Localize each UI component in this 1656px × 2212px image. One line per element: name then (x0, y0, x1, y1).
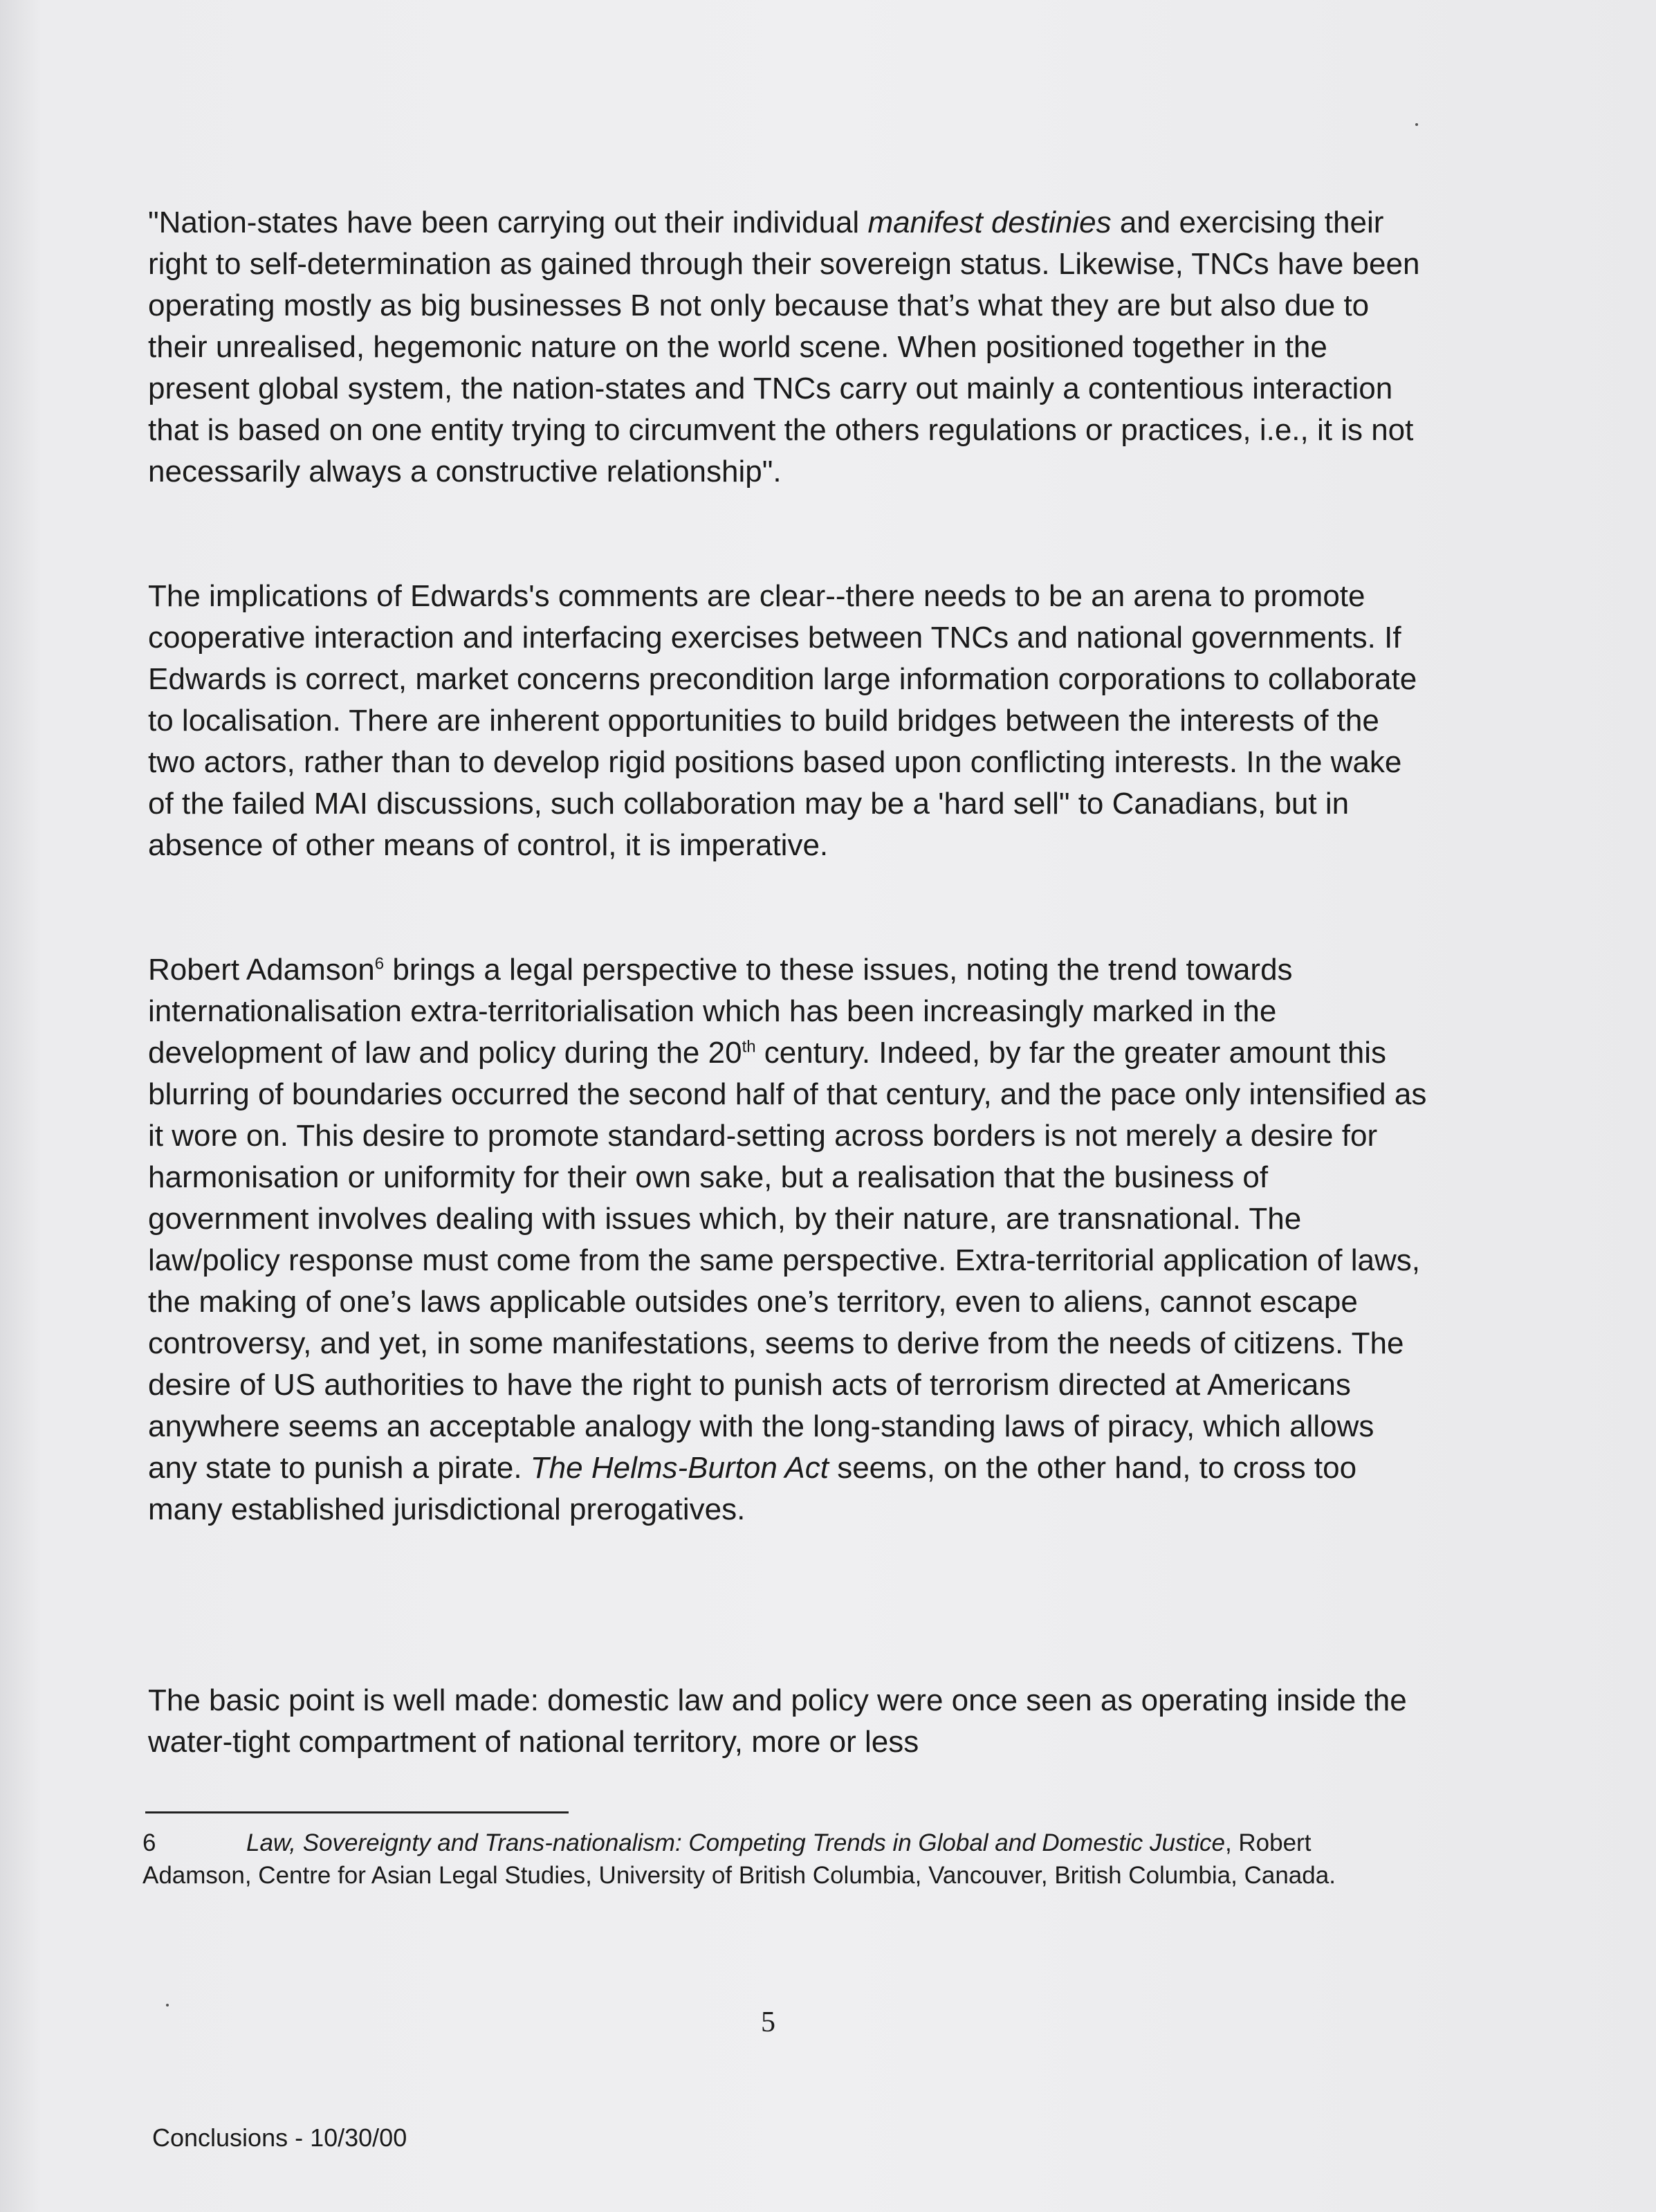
paragraph-adamson (148, 949, 1428, 1530)
paragraph-text: The basic point is well made: domestic law and policy were once seen as operating inside the water-tight compartment of national territory, more or less (148, 1683, 1407, 1759)
paragraph-text: and exercising their right to self-determination as gained through their sovereign status. Likewise, TNCs have been operating mostly as big businesses B not only because that’s what they are but also due to their unrealised, hegemonic nature on the world scene. When positioned together in the present global system, the nation-states and TNCs carry out mainly a contentious interaction that is based on one entity trying to circumvent the others regulations or practices, i.e., it is not necessarily always a constructive relationship". (148, 205, 1420, 488)
paragraph-text: brings a legal perspective to these issues, noting the trend towards internationalisation extra-territorialisation which has been increasingly marked in the development of law and policy during the 20 (148, 953, 1293, 1070)
ordinal-suffix: th (742, 1037, 756, 1057)
scan-speck (1415, 123, 1418, 126)
emphasis-text: The Helms-Burton Act (530, 1451, 829, 1485)
paragraph-text: seems, on the other hand, to cross too many established jurisdictional prerogatives. (148, 1451, 1357, 1526)
paragraph-quote (148, 202, 1428, 493)
paragraph-text: Robert Adamson (148, 953, 375, 987)
footnote-divider (145, 1811, 569, 1813)
page-number: 5 (761, 2007, 775, 2038)
footnote-reference[interactable]: 6 (374, 954, 385, 974)
paragraph-text: The implications of Edwards's comments are clear--there needs to be an arena to promote cooperative interaction and interfacing exercises between TNCs and national governments. If Edwards is correct, market concerns precondition large information corporations to collaborate to localisation. There are inherent opportunities to build bridges between the interests of the two actors, rather than to develop rigid positions based upon conflicting interests. In the wake of the failed MAI discussions, such collaboration may be a 'hard sell" to Canadians, but in absence of other means of control, it is imperative. (148, 579, 1417, 862)
footnote-number: 6 (142, 1829, 156, 1856)
footnote-text: , Robert Adamson, Centre for Asian Legal Studies, University of British Columbia, Vancouver, British Columbia, Canada. (142, 1829, 1336, 1889)
paragraph-text: "Nation-states have been carrying out their individual (148, 205, 868, 239)
emphasis-text: manifest destinies (867, 205, 1112, 239)
footnote-title: Law, Sovereignty and Trans-nationalism: Competing Trends in Global and Domestic Justice (246, 1829, 1225, 1856)
paragraph-basic-point (148, 1680, 1428, 1763)
scan-speck (166, 2004, 169, 2007)
footnote (142, 1827, 1422, 1892)
page-footer: Conclusions - 10/30/00 (152, 2123, 407, 2152)
paragraph-text: century. Indeed, by far the greater amount this blurring of boundaries occurred the second half of that century, and the pace only intensified as it wore on. This desire to promote standard-setting across borders is not merely a desire for harmonisation or uniformity for their own sake, but a realisation that the business of government involves dealing with issues which, by their nature, are transnational. The law/policy response must come from the same perspective. Extra-territorial application of laws, the making of one’s laws applicable outsides one’s territory, even to aliens, cannot escape controversy, and yet, in some manifestations, seems to derive from the needs of citizens. The desire of US authorities to have the right to punish acts of terrorism directed at Americans anywhere seems an acceptable analogy with the long-standing laws of piracy, which allows any state to punish a pirate. (148, 1036, 1427, 1485)
paragraph-implications (148, 576, 1428, 866)
